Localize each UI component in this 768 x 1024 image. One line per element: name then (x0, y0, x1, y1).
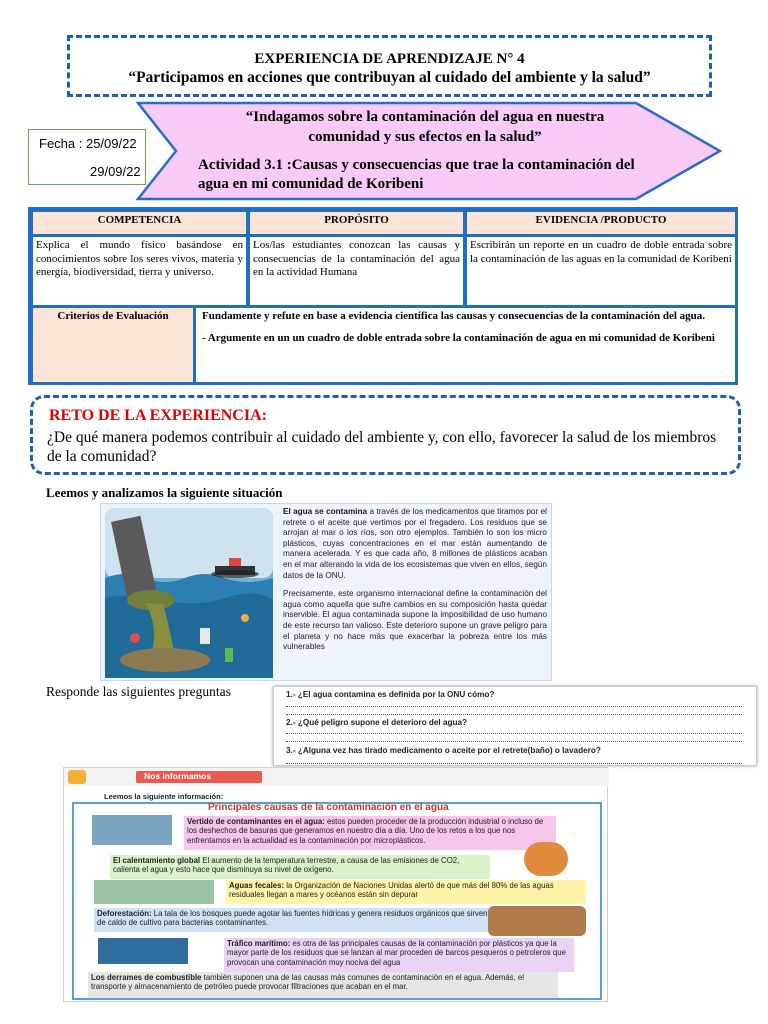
experience-header (67, 35, 712, 97)
answer-line[interactable] (286, 763, 742, 764)
criterio-2: - Argumente en un un cuadro de doble entrada sobre la contaminación de agua en mi comunidad de Koribeni (202, 331, 715, 344)
date-line-2: 29/09/22 (90, 164, 141, 179)
cause-calentamiento-lead: El calentamiento global (113, 856, 201, 865)
questions-box (273, 686, 757, 766)
challenge-box (30, 395, 741, 475)
proposito-cell: Los/las estudiantes conozcan las causas y consecuencias de la contaminación del agua en la actividad Humana (250, 237, 463, 305)
cause-trafico-lead: Tráfico marítimo: (227, 939, 291, 948)
questions-heading: Responde las siguientes preguntas (46, 684, 231, 699)
activity-banner (136, 101, 722, 201)
cause-deforestacion-text: La tala de los bosques puede agotar las fuentes hídricas y genera residuos orgánicos que sirven de caldo de cultivo para bacterias contaminantes. (97, 909, 488, 928)
question-3: 3.- ¿Alguna vez has tirado medicamento o aceite por el retrete(baño) o lavadero? (286, 746, 601, 755)
question-2: 2.- ¿Qué peligro supone el deterioro del agua? (286, 718, 468, 727)
reading-heading: Leemos y analizamos la siguiente situación (46, 485, 283, 500)
poster-header: Nos informamos (144, 771, 212, 781)
info-poster (63, 767, 608, 1002)
answer-line[interactable] (286, 741, 742, 742)
situation-paragraph-1: a través de los medicamentos que tiramos por el retrete o el aceite que vertimos por el fregadero. Los residuos que se arrojan al mar o los ríos, son otro ejemplos. También lo son los micro plásticos, cuyas concentraciones en el mar están aumentando de manera acelerada. Y es que cada año, 8 millones de plásticos acaban en el mar alterando la vida de los ecosistemas que viven en ellos, según datos de la ONU. (283, 507, 547, 580)
cause-derrames-lead: Los derrames de combustible (91, 973, 202, 982)
sewage-icon (94, 880, 214, 904)
cause-trafico-text: es otra de las principales causas de la contaminación por plásticos ya que la mayor parte de los residuos que se lanzan al mar proceden de barcos pesqueros o petroleros que provocan una contaminación muy nociva del agua (227, 939, 566, 967)
banner-title: “Indagamos sobre la contaminación del agua en nuestra comunidad y sus efectos en la salud” (245, 109, 605, 145)
poster-header-bar (64, 768, 609, 786)
answer-line[interactable] (286, 714, 742, 715)
header-competencia: COMPETENCIA (33, 212, 246, 234)
challenge-title: RETO DE LA EXPERIENCIA: (49, 407, 267, 424)
cause-aguas-fecales-lead: Aguas fecales: (229, 881, 285, 890)
water-pollution-illustration (105, 508, 273, 678)
situation-paragraph-2: Precisamente, este organismo internacional define la contaminación del agua como aquella que sufre cambios en su composición hasta quedar inservible. El agua contaminada supone la imposibilidad de uso humano de este recurso tan valioso. Este deterioro supone un grave peligro para el planeta y no hace más que exacerbar la pobreza entre los más vulnerables (283, 589, 547, 652)
ship-icon (98, 938, 188, 964)
situation-lead: El agua se contamina (283, 507, 368, 516)
experience-title: EXPERIENCIA DE APRENDIZAJE N° 4 (254, 51, 525, 67)
answer-line[interactable] (286, 733, 742, 734)
cause-derrames-text: también suponen una de las causas más comunes de contaminación en el agua. Además, el transporte y almacenamiento de petróleo puede provocar filtraciones que acaban en el mar. (91, 973, 524, 992)
challenge-question: ¿De qué manera podemos contribuir al cuidado del ambiente y, con ello, favorecer la salud de los miembros de la comunidad? (47, 429, 717, 465)
cause-vertido-text: estos pueden proceder de la producción industrial o incluso de los deshechos de basuras que generamos en nuestro día a día. Uno de los retos a los que nos enfrentamos en la actualidad es la contaminación por microplásticos. (187, 817, 544, 845)
criterios-label: Criterios de Evaluación (33, 308, 193, 382)
cause-deforestacion-lead: Deforestación: (97, 909, 152, 918)
competencia-cell: Explica el mundo físico basándose en conocimientos sobre los seres vivos, materia y energía, biodiversidad, tierra y universo. (33, 237, 246, 305)
cause-vertido-lead: Vertido de contaminantes en el agua: (187, 817, 325, 826)
cause-derrames (88, 972, 558, 998)
criterio-1: Fundamente y refute en base a evidencia científica las causas y consecuencias de la contaminación del agua. (202, 310, 706, 322)
situation-text (283, 507, 547, 653)
date-box (28, 129, 146, 185)
logs-icon (488, 906, 586, 936)
activity-title: Actividad 3.1 :Causas y consecuencias que trae la contaminación del agua en mi comunidad de Koribeni (198, 157, 635, 192)
competency-table (28, 207, 738, 385)
criterios-cell (196, 308, 735, 382)
cause-trafico (224, 938, 574, 972)
globe-icon (524, 842, 568, 876)
cause-vertido (184, 816, 556, 850)
cause-aguas-fecales-text: la Organización de Naciones Unidas alertó de que más del 80% de las aguas residuales llegan a mares y océanos están sin depurar (229, 881, 554, 900)
factory-icon (92, 815, 172, 845)
question-1: 1.- ¿El agua contamina es definida por la ONU cómo? (286, 690, 495, 699)
answer-line[interactable] (286, 706, 742, 707)
poster-intro: Leemos la siguiente información: (104, 792, 224, 801)
situation-panel (100, 503, 552, 681)
poster-title: Principales causas de la contaminación en el agua (208, 802, 449, 813)
header-proposito: PROPÓSITO (250, 212, 463, 234)
cause-deforestacion (94, 908, 494, 932)
cause-calentamiento (110, 855, 490, 879)
date-line-1: Fecha : 25/09/22 (39, 136, 137, 151)
header-evidencia: EVIDENCIA /PRODUCTO (467, 212, 735, 234)
cause-aguas-fecales (226, 880, 586, 904)
cause-calentamiento-text: El aumento de la temperatura terrestre, a causa de las emisiones de CO2, calienta el agua y esto hace que disminuya su nivel de oxígeno. (113, 856, 460, 875)
lightbulb-icon (68, 770, 86, 784)
evidencia-cell: Escribirán un reporte en un cuadro de doble entrada sobre la contaminación de las aguas en la comunidad de Koribeni (467, 237, 735, 305)
experience-subtitle: “Participamos en acciones que contribuyan al cuidado del ambiente y la salud” (128, 69, 651, 86)
